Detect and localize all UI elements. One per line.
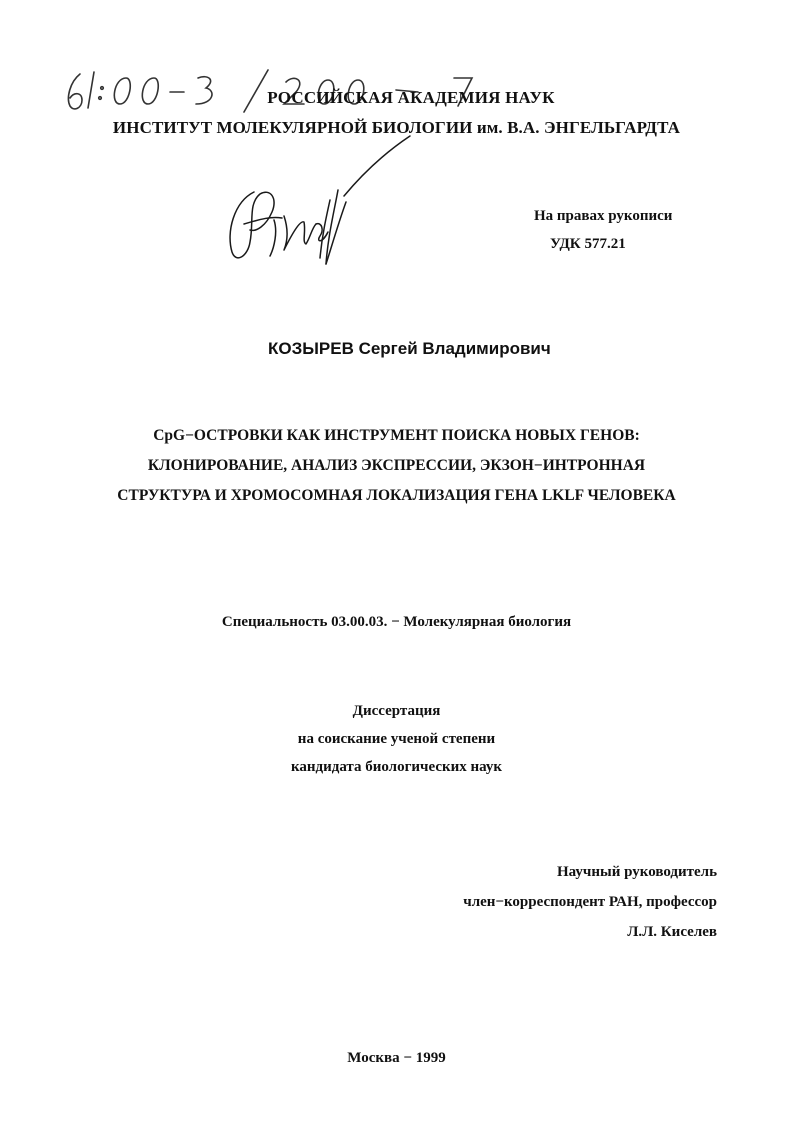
title-line: СТРУКТУРА И ХРОМОСОМНАЯ ЛОКАЛИЗАЦИЯ ГЕНА LKLF ЧЕЛОВЕКА [117, 487, 676, 504]
supervisor-block [463, 857, 717, 947]
rights-block [534, 202, 672, 258]
supervisor-line: Научный руководитель [557, 864, 717, 880]
place-year: Москва − 1999 [347, 1050, 446, 1066]
supervisor-line: член−корреспондент РАН, профессор [463, 894, 717, 910]
institute-name: ИНСТИТУТ МОЛЕКУЛЯРНОЙ БИОЛОГИИ им. В.А. ЭНГЕЛЬГАРДТА [112, 118, 681, 137]
author-name: КОЗЫРЕВ Сергей Владимирович [268, 339, 551, 358]
title-line: CpG−ОСТРОВКИ КАК ИНСТРУМЕНТ ПОИСКА НОВЫХ ГЕНОВ: [153, 427, 640, 444]
dissertation-line: Диссертация [352, 703, 441, 719]
specialty: Специальность 03.00.03. − Молекулярная биология [221, 614, 572, 630]
academy-name: РОССИЙСКАЯ АКАДЕМИЯ НАУК [267, 88, 555, 107]
dissertation-block [0, 697, 793, 781]
signature-handwriting [214, 132, 419, 272]
title-line: КЛОНИРОВАНИЕ, АНАЛИЗ ЭКСПРЕССИИ, ЭКЗОН−ИНТРОННАЯ [147, 457, 646, 474]
manuscript-rights-label: На правах рукописи [534, 208, 673, 224]
dissertation-line: на соискание ученой степени [297, 731, 496, 747]
supervisor-line: Л.Л. Киселев [627, 924, 717, 940]
udc-code: УДК 577.21 [550, 236, 626, 252]
thesis-title [0, 421, 793, 511]
dissertation-line: кандидата биологических наук [290, 759, 503, 775]
